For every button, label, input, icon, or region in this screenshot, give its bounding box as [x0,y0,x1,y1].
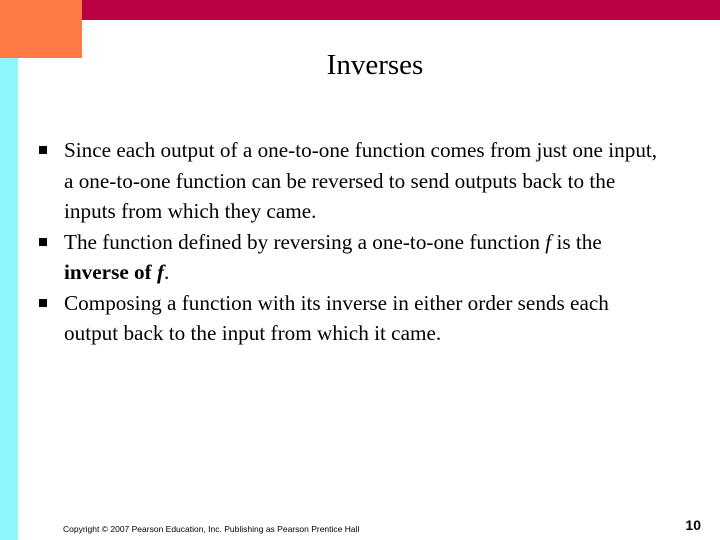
bullet-text [64,288,664,349]
square-bullet-icon [39,146,47,154]
bullet-text [64,227,664,288]
footer-copyright: Copyright © 2007 Pearson Education, Inc. Publishing as Pearson Prentice Hall [63,524,360,534]
bullet-text-segment-bold: inverse of [64,260,157,284]
top-accent-bar [82,0,720,20]
bullet-text-segment: . [164,260,170,284]
bullet-item [0,227,720,288]
bullet-list [0,135,720,349]
bullet-item [0,135,720,227]
slide-title: Inverses [326,49,424,81]
page-number: 10 [685,517,701,533]
square-bullet-icon [39,299,47,307]
bullet-text [64,135,664,227]
bullet-text-segment: is the [551,229,602,254]
square-bullet-icon [39,238,47,246]
bullet-text-segment: The function defined by reversing a one-to-one function [64,229,546,254]
bullet-text-segment-italic: f [545,229,552,254]
bullet-text-segment-bold-italic: f [156,260,165,284]
bullet-item [0,288,720,349]
bullet-text-segment: Since each output of a one-to-one function comes from just one input, a one-to-one function can be reversed to send outputs back to the inputs from which they came. [64,138,658,223]
bullet-text-segment: Composing a function with its inverse in either order sends each output back to the input from which it came. [64,290,609,345]
